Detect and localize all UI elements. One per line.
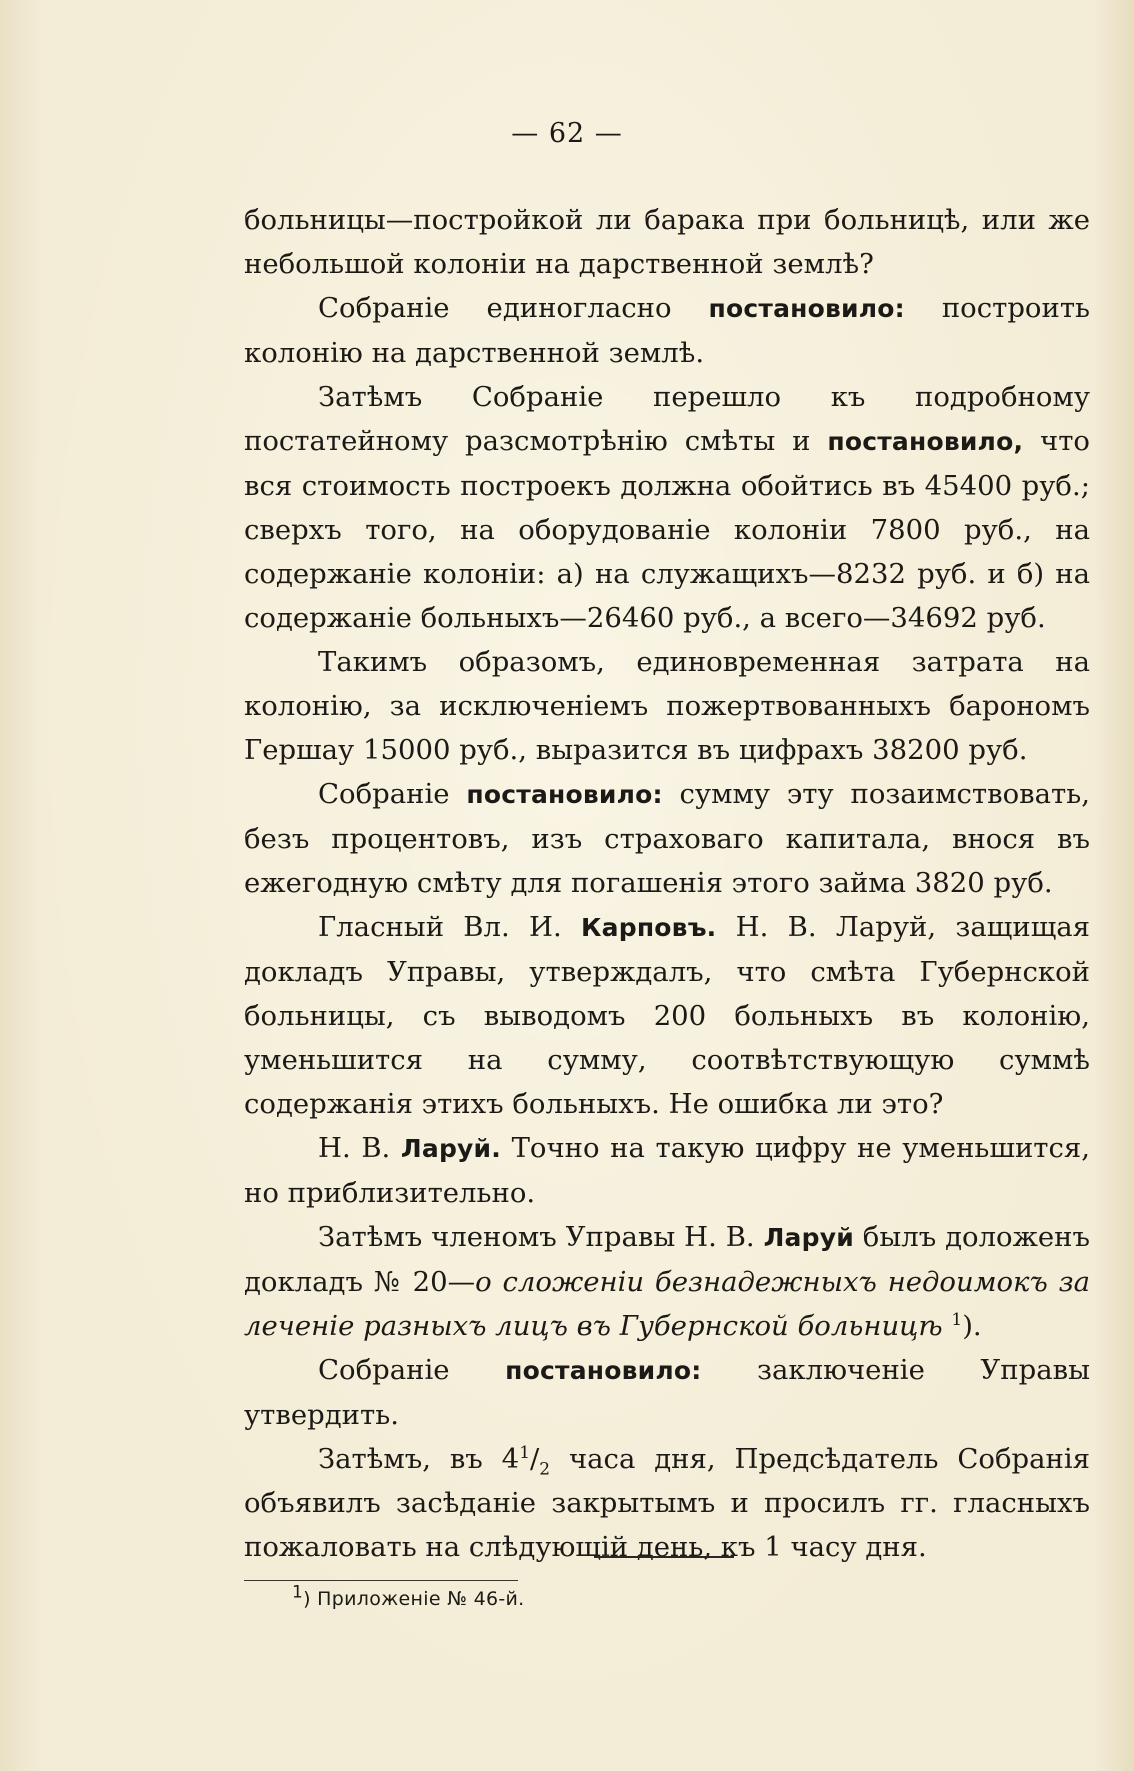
- bold-term: Ларуй: [763, 1223, 854, 1252]
- text-run: что вся стоимость построекъ должна обойтись въ 45400 руб.; сверхъ того, на оборудованіе колоніи 7800 руб., на содержаніе колоніи: а) на служащихъ—8232 руб. и б) на содержаніе больныхъ—26460 руб., а всего—34692 руб.: [244, 425, 1090, 634]
- bold-term: Ларуй.: [400, 1134, 501, 1163]
- text-run: заключеніе Управы утвердить.: [244, 1354, 1091, 1431]
- paragraph: [244, 1215, 1090, 1348]
- text-run: больницы—постройкой ли барака при больницѣ, или же небольшой колоніи на дарственной землѣ?: [244, 204, 1090, 280]
- text-run: /: [530, 1443, 540, 1475]
- text-run: Точно на такую цифру не уменьшится, но приблизительно.: [244, 1132, 1090, 1209]
- text-run: Гласный Вл. И.: [318, 911, 582, 943]
- footnote: [292, 1582, 525, 1610]
- bold-term: постановило:: [708, 294, 905, 323]
- paragraph: [244, 1437, 1090, 1569]
- footnote-text: ) Приложеніе № 46-й.: [303, 1588, 525, 1610]
- text-run: Н. В.: [318, 1132, 401, 1164]
- page-number: — 62 —: [511, 118, 623, 149]
- text-run: Затѣмъ, въ 4: [318, 1443, 520, 1475]
- text-run: Затѣмъ членомъ Управы Н. В.: [318, 1221, 764, 1253]
- text-run: Собраніе единогласно: [318, 292, 709, 324]
- body-text: [244, 198, 1090, 1569]
- italic-title: о сложеніи безнадежныхъ недоимокъ за леченіе разныхъ лицъ въ Губернской больницѣ: [244, 1266, 1090, 1342]
- paragraph: [244, 198, 1090, 286]
- footnote-rule: [244, 1580, 518, 1581]
- subscript: 2: [539, 1459, 551, 1480]
- bold-term: постановило:: [466, 780, 663, 809]
- paragraph: [244, 286, 1090, 375]
- paragraph: [244, 375, 1090, 640]
- superscript: 1: [519, 1442, 531, 1463]
- superscript: 1: [951, 1309, 963, 1330]
- paragraph: [244, 905, 1090, 1126]
- text-run: построить колонію на дарственной землѣ.: [244, 292, 1090, 369]
- paragraph: [244, 772, 1090, 905]
- text-run: Такимъ образомъ, единовременная затрата на колонію, за исключеніемъ пожертвованныхъ барономъ Гершау 15000 руб., выразится въ цифрахъ 38200 руб.: [244, 646, 1090, 766]
- bold-term: Карповъ.: [581, 913, 717, 942]
- paragraph: [244, 1348, 1090, 1437]
- text-run: часа дня, Предсѣдатель Собранія объявилъ засѣданіе закрытымъ и просилъ гг. гласныхъ пожаловать на слѣдующій день, къ 1 часу дня.: [244, 1443, 1090, 1563]
- bold-term: постановило:: [505, 1356, 702, 1385]
- bold-term: постановило,: [827, 427, 1024, 456]
- text-run: Затѣмъ Собраніе перешло къ подробному постатейному разсмотрѣнію смѣты и: [244, 381, 1090, 457]
- paragraph: [244, 640, 1090, 772]
- text-run: Собраніе: [318, 778, 467, 810]
- section-divider: [594, 1556, 734, 1558]
- text-run: сумму эту позаимствовать, безъ процентовъ, изъ страховаго капитала, внося въ ежегодную смѣту для погашенія этого займа 3820 руб.: [244, 778, 1090, 899]
- text-run: ).: [962, 1310, 982, 1342]
- footnote-marker: 1: [292, 1582, 304, 1603]
- text-run: былъ доложенъ докладъ № 20—: [244, 1221, 1090, 1298]
- paragraph: [244, 1126, 1090, 1215]
- text-run: Собраніе: [318, 1354, 506, 1386]
- text-run: Н. В. Ларуй, защищая докладъ Управы, утверждалъ, что смѣта Губернской больницы, съ выводомъ 200 больныхъ въ колонію, уменьшится на сумму, соотвѣтствующую суммѣ содержанія этихъ больныхъ. Не ошибка ли это?: [244, 911, 1091, 1120]
